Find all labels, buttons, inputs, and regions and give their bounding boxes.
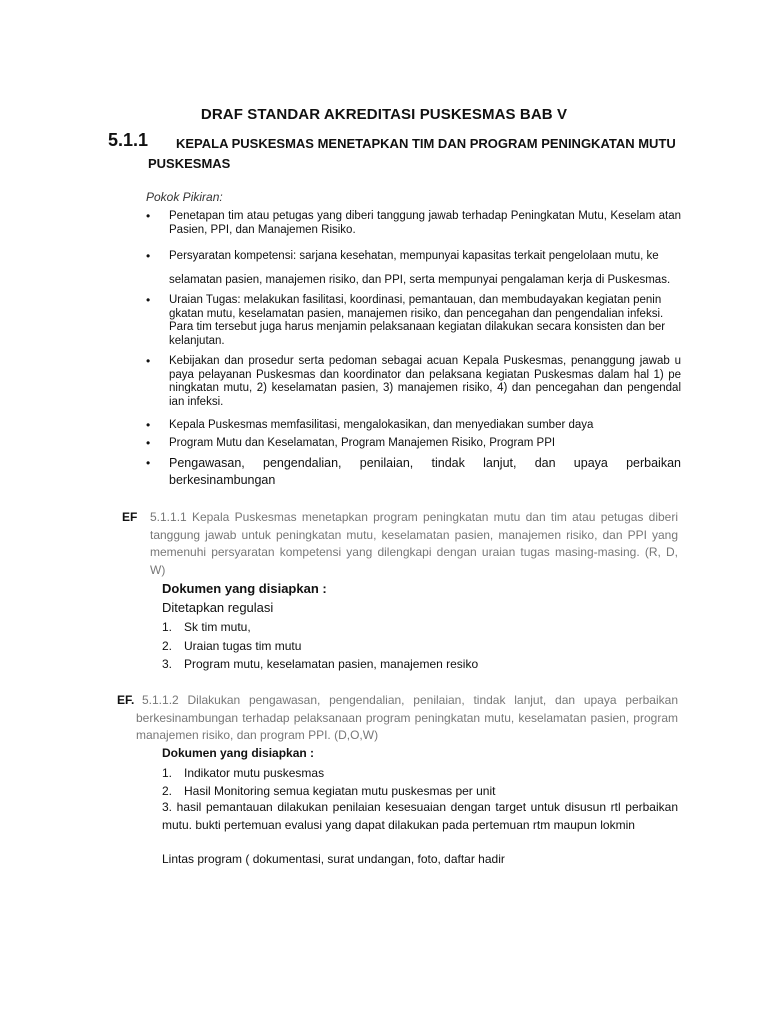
- section-title: KEPALA PUSKESMAS MENETAPKAN TIM DAN PROGRAM PENINGKATAN MUTU PUSKESMAS: [148, 136, 676, 171]
- dokumen-heading: Dokumen yang disiapkan :: [162, 581, 327, 596]
- lintas-program-text: Lintas program ( dokumentasi, surat undangan, foto, daftar hadir: [162, 852, 505, 866]
- pokok-pikiran-label: Pokok Pikiran:: [146, 190, 223, 204]
- bullet-icon: •: [146, 293, 151, 307]
- section-number: 5.1.1: [108, 130, 149, 150]
- dokumen-list: [162, 764, 662, 799]
- list-item-text: Uraian tugas tim mutu: [184, 638, 302, 653]
- list-item-text: Program Mutu dan Keselamatan, Program Manajemen Risiko, Program PPI: [169, 437, 556, 449]
- dokumen-heading: Dokumen yang disiapkan :: [162, 746, 315, 760]
- list-item-text: Program mutu, keselamatan pasien, manajemen resiko: [184, 657, 479, 671]
- list-item-text: selamatan pasien, manajemen risiko, dan PPI, serta mempunyai pengalaman kerja di Puskesmas.: [169, 274, 671, 286]
- list-item-text: Uraian Tugas: melakukan fasilitasi, koordinasi, pemantauan, dan membudayakan kegiatan penin gkatan mutu, keselamatan pasien, manajemen risiko, dan pencegahan dan pengendalian infeksi. Para tim tersebut juga harus menjamin pelaksanaan kegiatan dilakukan secara konsisten dan ber kelanjutan.: [169, 294, 666, 347]
- list-item: [162, 782, 662, 800]
- list-item: [162, 764, 662, 782]
- ef-label: EF.: [117, 693, 135, 707]
- list-item-text: Pengawasan, pengendalian, penilaian, tindak lanjut, dan upaya perbaikan berkesinambungan: [169, 456, 681, 487]
- list-item: [162, 655, 662, 674]
- list-item-text: Sk tim mutu,: [184, 620, 251, 634]
- list-item-text: Kepala Puskesmas memfasilitasi, mengalokasikan, dan menyediakan sumber daya: [169, 419, 594, 431]
- list-number: 1.: [162, 620, 173, 634]
- list-number: 1.: [162, 766, 173, 780]
- list-number: 2.: [162, 783, 173, 798]
- bullet-icon: •: [146, 418, 151, 432]
- ef-code: 5.1.1.1: [150, 510, 192, 524]
- bullet-icon: •: [146, 249, 151, 263]
- regulasi-subheading: Ditetapkan regulasi: [162, 600, 274, 615]
- bullet-icon: •: [146, 456, 151, 470]
- list-item-text: Penetapan tim atau petugas yang diberi tanggung jawab terhadap Peningkatan Mutu, Keselam atan Pasien, PPI, dan Manajemen Risiko.: [169, 210, 681, 236]
- ef-criteria-text: Dilakukan pengawasan, pengendalian, penilaian, tindak lanjut, dan upaya perbaikan berkesinambungan terhadap pelaksanaan program peningkatan mutu, keselamatan pasien, program manajemen risiko, dan program PPI. (D,O,W): [136, 693, 678, 742]
- list-item-text: Kebijakan dan prosedur serta pedoman sebagai acuan Kepala Puskesmas, penanggung jawab u paya pelayanan Puskesmas dan koordinator dan pelaksana kegiatan Puskesmas dalam hal 1) pe ningkatan mutu, 2) keselamatan pasien, 3) manajemen risiko, 4) dan pencegahan dan pengendal ian infeksi.: [169, 355, 681, 408]
- list-item: [162, 618, 662, 637]
- list-item-text: Persyaratan kompetensi: sarjana kesehatan, mempunyai kapasitas terkait pengelolaan mutu, ke: [169, 250, 659, 262]
- list-item-text: Hasil Monitoring semua kegiatan mutu puskesmas per unit: [184, 783, 496, 798]
- ef-code: 5.1.1.2: [142, 693, 179, 707]
- ef-criteria-body: [136, 692, 678, 745]
- dokumen-list: [162, 618, 662, 674]
- ef-text: Kepala Puskesmas menetapkan program peningkatan mutu dan tim atau petugas diberi tanggung jawab untuk peningkatan mutu, keselamatan pasien, manajemen risiko, dan PPI yang memenuhi persyaratan kompetensi yang dilengkapi dengan uraian tugas masing-masing. (R, D, W): [150, 510, 679, 577]
- document-title: DRAF STANDAR AKREDITASI PUSKESMAS BAB V: [200, 106, 568, 123]
- bullet-icon: •: [146, 354, 151, 368]
- list-item-3-paragraph: 3. hasil pemantauan dilakukan penilaian kesesuaian dengan target untuk disusun rtl perbaikan mutu. bukti pertemuan evalusi yang dapat dilakukan pada pertemuan rtm maupun lokmin: [162, 800, 678, 832]
- ef-criteria-body: [150, 509, 678, 579]
- list-number: 3.: [162, 657, 173, 671]
- ef-label: EF: [122, 510, 138, 524]
- list-item: [162, 637, 662, 656]
- bullet-icon: •: [146, 209, 151, 223]
- list-number: 2.: [162, 638, 173, 653]
- list-item-text: Indikator mutu puskesmas: [184, 766, 325, 780]
- bullet-icon: •: [146, 436, 151, 450]
